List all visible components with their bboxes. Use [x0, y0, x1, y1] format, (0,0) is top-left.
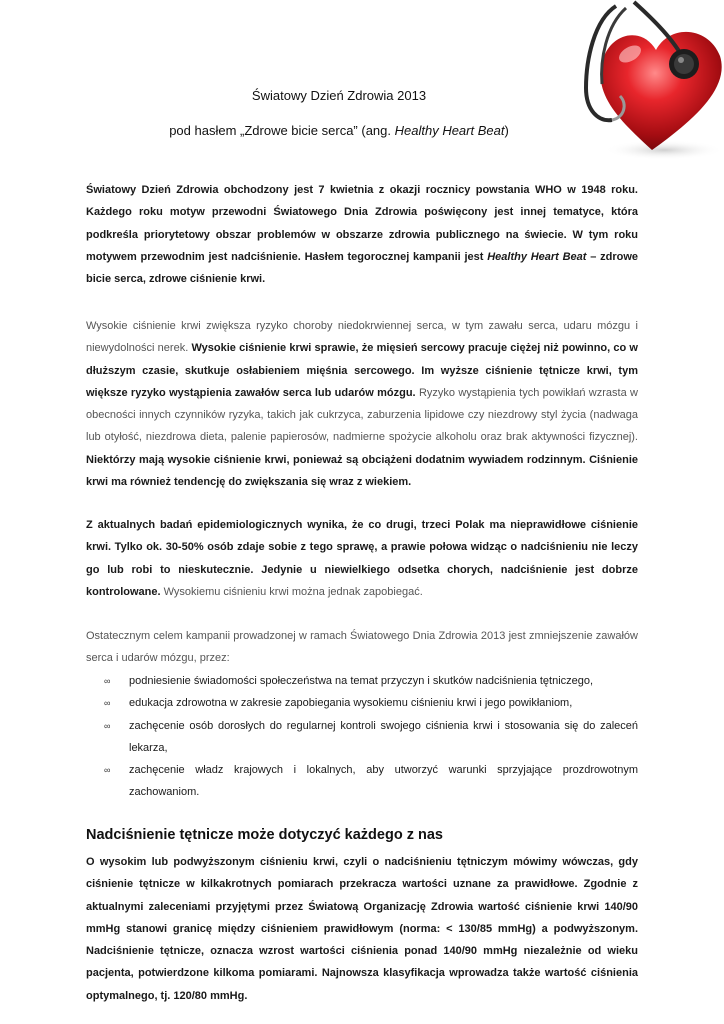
infinity-bullet-icon: ∞ — [104, 765, 111, 776]
list-item: ∞ zachęcenie osób dorosłych do regularnej kontroli swojego ciśnienia krwi i stosowania się do zaleceń lekarza, — [86, 715, 638, 760]
campaign-goals-list — [86, 670, 638, 804]
document-title: Światowy Dzień Zdrowia 2013 — [251, 88, 427, 103]
list-item: ∞ zachęcenie władz krajowych i lokalnych, aby utworzyć warunki sprzyjające prozdrowotnym zachowaniom. — [86, 759, 638, 804]
infinity-bullet-icon: ∞ — [104, 676, 111, 686]
infinity-bullet-icon: ∞ — [104, 720, 111, 731]
epidemiology-paragraph: Z aktualnych badań epidemiologicznych wynika, że co drugi, trzeci Polak ma nieprawidłowe ciśnienie krwi. Tylko ok. 30-50% osób zdaje sobie z tego sprawę, a prawie połowa widząc o nadciśnieniu nie leczy go lub robi to nieskutecznie. Jedynie u niewielkiego odsetka chorych, nadciśnienie jest dobrze kontrolowane. Wysokiemu ciśnieniu krwi można jednak zapobiegać. — [86, 519, 638, 598]
section-heading: Nadciśnienie tętnicze może dotyczyć każdego z nas — [86, 827, 443, 843]
document-subtitle: pod hasłem „Zdrowe bicie serca” (ang. Healthy Heart Beat) — [169, 123, 509, 138]
intro-paragraph: Światowy Dzień Zdrowia obchodzony jest 7 kwietnia z okazji rocznicy powstania WHO w 1948 roku. Każdego roku motyw przewodni Światowego Dnia Zdrowia poświęcony jest innej tematyce, która podkreśla priorytetowy obszar problemów w obszarze zdrowia publicznego na świecie. W tym roku motywem przewodnim jest nadciśnienie. Hasłem tegorocznej kampanii jest Healthy Heart Beat – zdrowe bicie serca, zdrowe ciśnienie krwi. — [86, 184, 638, 286]
campaign-goal-paragraph: Ostatecznym celem kampanii prowadzonej w ramach Światowego Dnia Zdrowia 2013 jest zmniejszenie zawałów serca i udarów mózgu, przez: — [86, 630, 638, 665]
risk-paragraph: Wysokie ciśnienie krwi zwiększa ryzyko choroby niedokrwiennej serca, w tym zawału serca, udaru mózgu i niewydolności nerek. Wysokie ciśnienie krwi sprawie, że mięsień sercowy pracuje ciężej niż powinno, co w dłuższym czasie, skutkuje osłabieniem mięśnia sercowego. Im wyższe ciśnienie tętnicze krwi, tym większe ryzyko wystąpienia zawałów serca lub udarów mózgu. Ryzyko wystąpienia tych powikłań wzrasta w obecności innych czynników ryzyka, takich jak cukrzyca, zaburzenia lipidowe czy niezdrowy styl życia (nadwaga lub otyłość, niezdrowa dieta, palenie papierosów, nadmierne spożycie alkoholu oraz brak aktywności fizycznej). Niektórzy mają wysokie ciśnienie krwi, ponieważ są obciążeni dodatnim wywiadem rodzinnym. Ciśnienie krwi ma również tendencję do zwiększania się wraz z wiekiem. — [86, 320, 638, 489]
definition-paragraph: O wysokim lub podwyższonym ciśnieniu krwi, czyli o nadciśnieniu tętniczym mówimy wówczas, gdy ciśnienie tętnicze w kilkakrotnych pomiarach przekracza wartości uznane za prawidłowe. Zgodnie z aktualnymi zaleceniami przyjętymi przez Światową Organizację Zdrowia wartość ciśnienie krwi 140/90 mmHg stanowi granicę między ciśnieniem prawidłowym (norma: < 130/85 mmHg) a podwyższonym. Nadciśnienie tętnicze, oznacza wzrost wartości ciśnienia ponad 140/90 mmHg niezależnie od wieku pacjenta, potwierdzone kilkoma pomiarami. Najnowsza klasyfikacja wprowadza także wartość ciśnienia optymalnego, tj. 120/80 mmHg. — [86, 856, 638, 1002]
list-item: ∞ podniesienie świadomości społeczeństwa na temat przyczyn i skutków nadciśnienia tętniczego, — [86, 670, 638, 692]
infinity-bullet-icon: ∞ — [104, 698, 111, 709]
list-item: ∞ edukacja zdrowotna w zakresie zapobiegania wysokiemu ciśnieniu krwi i jego powikłaniom, — [86, 692, 638, 714]
